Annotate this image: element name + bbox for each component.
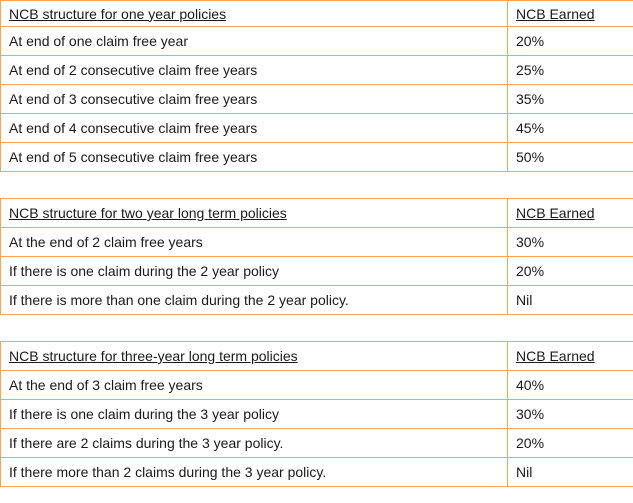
- table-row: [1, 429, 633, 458]
- section-title-text: NCB structure for one year policies: [9, 5, 227, 22]
- table-row: [1, 114, 633, 143]
- section-title: [1, 342, 508, 371]
- section-title: [1, 199, 508, 228]
- table-row: [1, 85, 633, 114]
- table-row: [1, 27, 633, 56]
- row-value: 35%: [508, 85, 633, 114]
- section-spacer: [1, 315, 633, 342]
- table-row: [1, 228, 633, 257]
- row-value: 20%: [508, 257, 633, 286]
- row-label: At end of 4 consecutive claim free years: [1, 114, 508, 143]
- row-label: If there is more than one claim during the 2 year policy.: [1, 286, 508, 315]
- row-label: At end of 5 consecutive claim free years: [1, 143, 508, 172]
- row-value: 20%: [508, 27, 633, 56]
- row-value: 40%: [508, 371, 633, 400]
- row-label: At the end of 3 claim free years: [1, 371, 508, 400]
- section-title-text: NCB structure for two year long term policies: [9, 205, 287, 221]
- row-label: If there is one claim during the 3 year policy: [1, 400, 508, 429]
- value-header: [508, 1, 633, 27]
- row-label: At end of 3 consecutive claim free years: [1, 85, 508, 114]
- table-row: [1, 458, 633, 487]
- row-label: If there are 2 claims during the 3 year policy.: [1, 429, 508, 458]
- table-row: [1, 371, 633, 400]
- table-row: [1, 286, 633, 315]
- row-label: At end of one claim free year: [1, 27, 508, 56]
- row-value: 20%: [508, 429, 633, 458]
- row-value: 30%: [508, 228, 633, 257]
- section-header-two-year: [1, 199, 633, 228]
- spacer-cell: [508, 315, 633, 342]
- spacer-cell: [1, 172, 508, 199]
- row-value: 50%: [508, 143, 633, 172]
- section-spacer: [1, 172, 633, 199]
- spacer-cell: [508, 172, 633, 199]
- table-row: [1, 143, 633, 172]
- spacer-cell: [1, 315, 508, 342]
- value-header-text: NCB Earned: [516, 205, 595, 221]
- section-title: [1, 1, 508, 27]
- value-header-text: NCB Earned: [516, 348, 595, 364]
- row-label: If there more than 2 claims during the 3 year policy.: [1, 458, 508, 487]
- row-label: At end of 2 consecutive claim free years: [1, 56, 508, 85]
- row-value: 45%: [508, 114, 633, 143]
- row-value: Nil: [508, 458, 633, 487]
- row-value: Nil: [508, 286, 633, 315]
- table-row: [1, 257, 633, 286]
- section-title-text: NCB structure for three-year long term policies: [9, 348, 298, 364]
- value-header: [508, 199, 633, 228]
- value-header: [508, 342, 633, 371]
- section-header-one-year: [1, 1, 633, 27]
- table-row: [1, 56, 633, 85]
- row-label: At the end of 2 claim free years: [1, 228, 508, 257]
- row-label: If there is one claim during the 2 year policy: [1, 257, 508, 286]
- value-header-text: NCB Earned: [516, 5, 595, 22]
- table-row: [1, 400, 633, 429]
- row-value: 30%: [508, 400, 633, 429]
- row-value: 25%: [508, 56, 633, 85]
- section-header-three-year: [1, 342, 633, 371]
